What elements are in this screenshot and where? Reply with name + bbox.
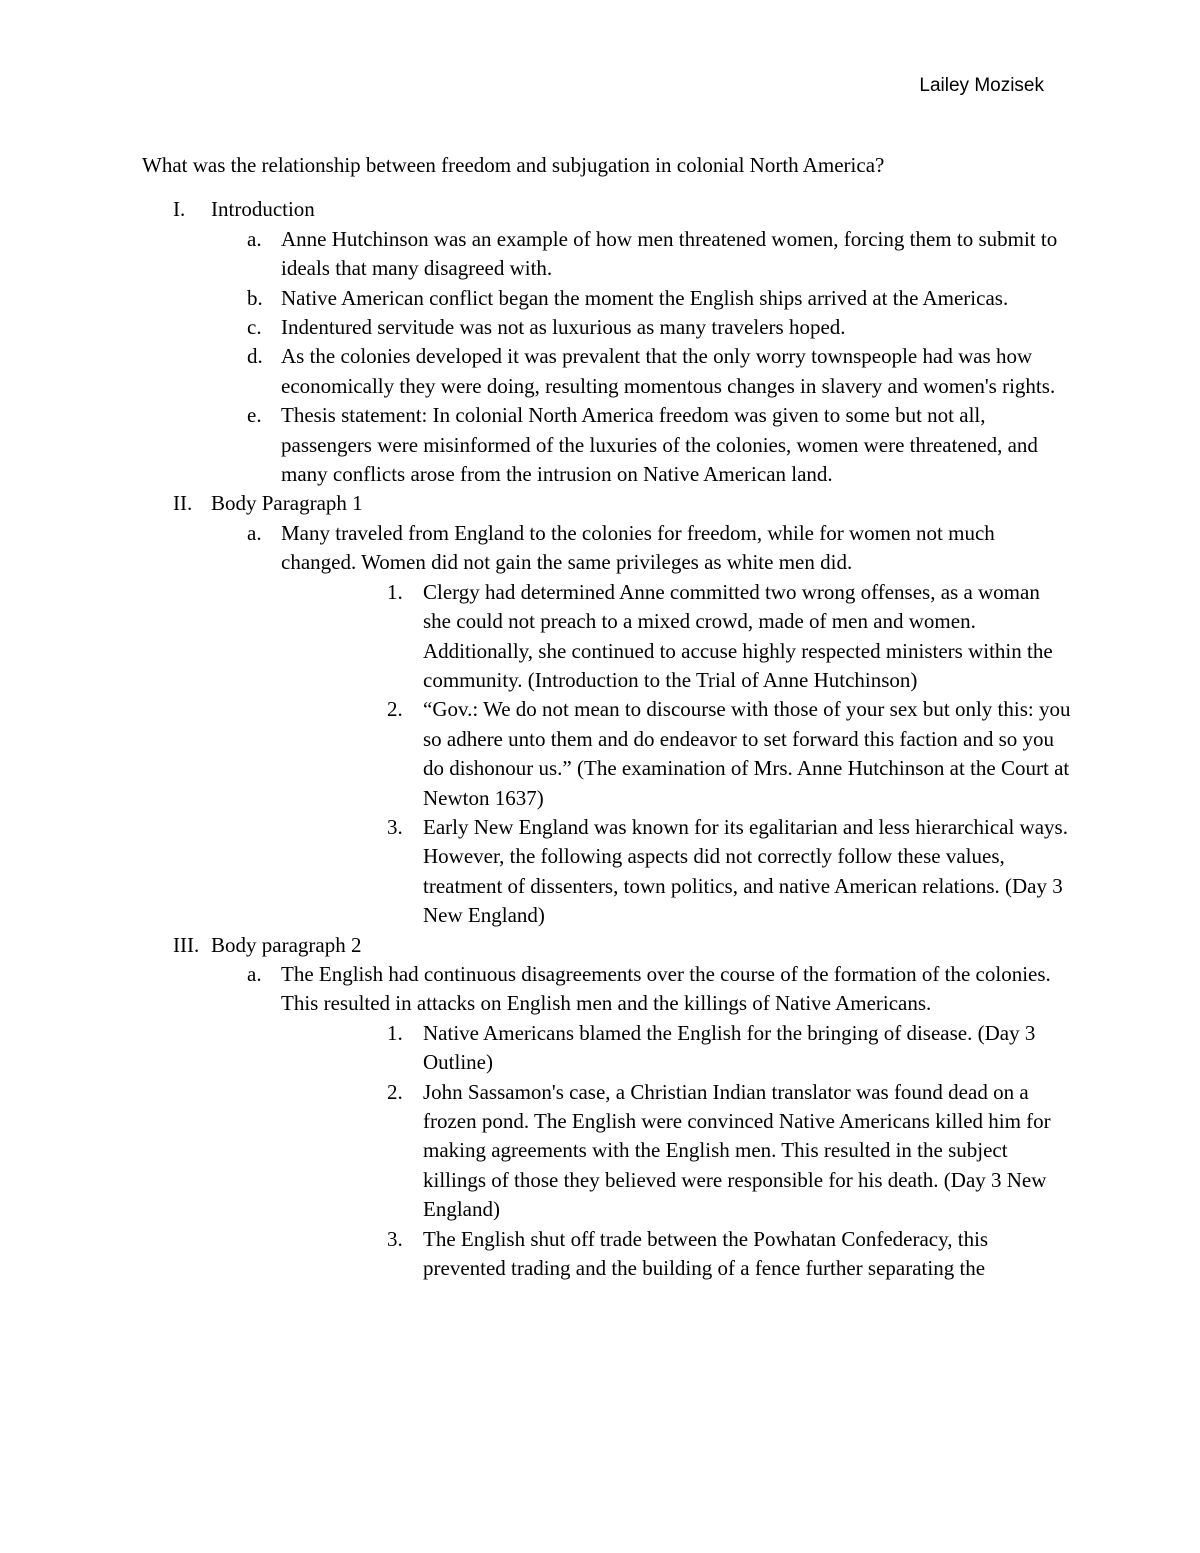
outline-subitem (142, 695, 1072, 813)
item-marker: a. (247, 226, 262, 251)
item-marker: e. (247, 403, 262, 428)
subitem-text: “Gov.: We do not mean to discourse with those of your sex but only this: you so adhere unto them and do endeavor to set forward this faction and so you do dishonour us.” (The examination of Mrs. Anne Hutchinson at the Court at Newton 1637) (423, 697, 1071, 810)
section-title: Introduction (211, 197, 315, 222)
subitem-text: Early New England was known for its egalitarian and less hierarchical ways. However, the following aspects did not correctly follow these values, treatment of dissenters, town politics, and native American relations. (Day 3 New England) (423, 814, 1068, 928)
outline-section-introduction (142, 195, 1072, 489)
outline-item (142, 519, 1072, 578)
outline-section-body-paragraph-2 (142, 931, 1072, 1284)
item-marker: c. (247, 315, 262, 340)
item-marker: a. (247, 961, 262, 986)
outline-item (142, 960, 1072, 1019)
outline-item-thesis (142, 401, 1072, 489)
subitem-text: Native Americans blamed the English for the bringing of disease. (Day 3 Outline) (423, 1020, 1036, 1075)
subitem-text: Clergy had determined Anne committed two wrong offenses, as a woman she could not preach to a mixed crowd, made of men and women. Additionally, she continued to accuse highly respected ministers within the community. (Introduction to the Trial of Anne Hutchinson) (423, 579, 1053, 692)
outline-subitem (142, 813, 1072, 931)
subitem-marker: 1. (387, 1020, 403, 1045)
subitem-marker: 2. (387, 697, 403, 722)
outline-section-body-paragraph-1 (142, 489, 1072, 930)
subitem-marker: 3. (387, 814, 403, 839)
subitem-marker: 1. (387, 579, 403, 604)
subitem-text: John Sassamon's case, a Christian Indian translator was found dead on a frozen pond. The English were convinced Native Americans killed him for making agreements with the English men. This resulted in the subject killings of those they believed were responsible for his death. (Day 3 New England) (423, 1079, 1051, 1222)
outline-subitem (142, 1225, 1072, 1284)
outline-subitem (142, 1019, 1072, 1078)
item-text: The English had continuous disagreements over the course of the formation of the colonies. This resulted in attacks on English men and the killings of Native Americans. (281, 961, 1051, 1016)
section-marker: II. (173, 491, 193, 516)
item-marker: b. (247, 285, 263, 310)
section-heading (142, 931, 1072, 960)
outline-subitem (142, 578, 1072, 696)
item-text: Anne Hutchinson was an example of how men threatened women, forcing them to submit to ideals that many disagreed with. (281, 226, 1058, 281)
author-name: Lailey Mozisek (919, 75, 1044, 96)
item-text: Native American conflict began the moment the English ships arrived at the Americas. (281, 285, 1009, 310)
item-text: Thesis statement: In colonial North America freedom was given to some but not all, passengers were misinformed of the luxuries of the colonies, women were threatened, and many conflicts arose from the intrusion on Native American land. (281, 403, 1038, 487)
item-text: As the colonies developed it was prevalent that the only worry townspeople had was how economically they were doing, resulting momentous changes in slavery and women's rights. (281, 344, 1056, 398)
essay-question: What was the relationship between freedom and subjugation in colonial North America? (142, 153, 885, 177)
outline-content (142, 151, 1072, 1283)
outline-item (142, 313, 1072, 342)
subitem-text: The English shut off trade between the Powhatan Confederacy, this prevented trading and the building of a fence further separating the (423, 1226, 989, 1281)
subitem-marker: 2. (387, 1079, 403, 1104)
section-title: Body paragraph 2 (211, 932, 362, 957)
outline-item (142, 284, 1072, 313)
section-title: Body Paragraph 1 (211, 491, 363, 516)
subitem-marker: 3. (387, 1226, 403, 1251)
outline-subitem (142, 1078, 1072, 1225)
outline-item (142, 225, 1072, 284)
section-heading (142, 489, 1072, 518)
section-heading (142, 195, 1072, 224)
item-marker: d. (247, 344, 263, 369)
item-text: Many traveled from England to the colonies for freedom, while for women not much changed. Women did not gain the same privileges as white men did. (281, 520, 995, 575)
section-marker: III. (173, 932, 200, 957)
section-marker: I. (173, 197, 186, 222)
outline-item (142, 342, 1072, 401)
item-text: Indentured servitude was not as luxurious as many travelers hoped. (281, 315, 846, 340)
item-marker: a. (247, 520, 262, 545)
